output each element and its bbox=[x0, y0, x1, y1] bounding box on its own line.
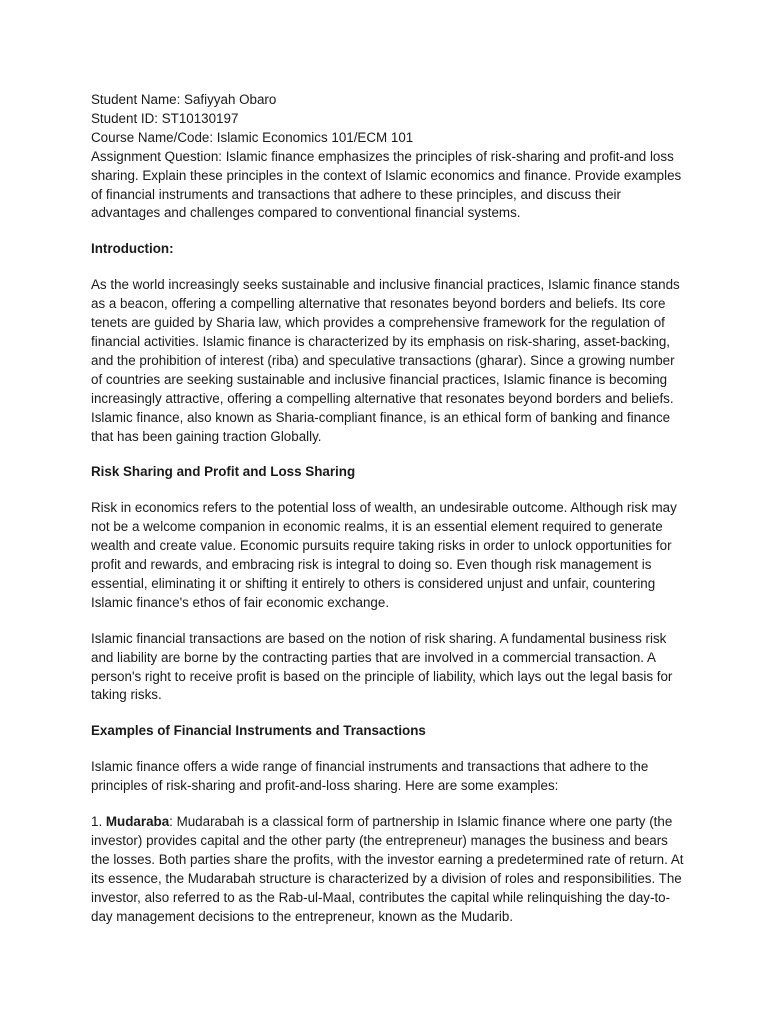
introduction-heading: Introduction: bbox=[91, 241, 174, 257]
mudaraba-description: : Mudarabah is a classical form of partnership in Islamic finance where one party (the investor) provides capital and the other party (the entrepreneur) manages the business and bears the losses. Both parties share the profits, with the investor earning a predetermined rate of return. At its essence, the Mudarabah structure is characterized by a division of roles and responsibilities. The investor, also referred to as the Rab-ul-Maal, contributes the capital while relinquishing the day-to-day management decisions to the entrepreneur, known as the Mudarib. bbox=[91, 814, 684, 924]
mudaraba-term: Mudaraba bbox=[105, 814, 170, 830]
course-name: Course Name/Code: Islamic Economics 101/ECM 101 bbox=[91, 129, 414, 145]
risk-sharing-heading: Risk Sharing and Profit and Loss Sharing bbox=[91, 464, 356, 480]
risk-sharing-paragraph-2: Islamic financial transactions are based on the notion of risk sharing. A fundamental business risk and liability are borne by the contracting parties that are involved in a commercial transaction. A person's right to receive profit is based on the principle of liability, which lays out the legal basis for taking risks. bbox=[91, 630, 673, 703]
introduction-paragraph: As the world increasingly seeks sustainable and inclusive financial practices, Islamic finance stands as a beacon, offering a compelling alternative that resonates beyond borders and beliefs. Its core tenets are guided by Sharia law, which provides a comprehensive framework for the regulation of financial activities. Islamic finance is characterized by its emphasis on risk-sharing, asset-backing, and the prohibition of interest (riba) and speculative transactions (gharar). Since a growing number of countries are seeking sustainable and inclusive financial practices, Islamic finance is becoming increasingly attractive, offering a compelling alternative that resonates beyond borders and beliefs. Islamic finance, also known as Sharia-compliant finance, is an ethical form of banking and finance that has been gaining traction Globally. bbox=[91, 277, 680, 444]
list-item-number: 1. bbox=[91, 814, 106, 830]
examples-intro-paragraph: Islamic finance offers a wide range of financial instruments and transactions that adhere to the principles of risk-sharing and profit-and-loss sharing. Here are some examples: bbox=[91, 759, 649, 794]
student-id: Student ID: ST10130197 bbox=[91, 110, 239, 126]
risk-sharing-paragraph-1: Risk in economics refers to the potential loss of wealth, an undesirable outcome. Although risk may not be a welcome companion in economic realms, it is an essential element required to generate wealth and create value. Economic pursuits require taking risks in order to unlock opportunities for profit and rewards, and embracing risk is integral to doing so. Even though risk management is essential, eliminating it or shifting it entirely to others is considered unjust and unfair, countering Islamic finance's ethos of fair economic exchange. bbox=[91, 500, 677, 610]
student-name: Student Name: Safiyyah Obaro bbox=[91, 92, 277, 107]
mudaraba-list-item bbox=[91, 813, 688, 926]
examples-heading: Examples of Financial Instruments and Transactions bbox=[91, 723, 426, 739]
assignment-question: Assignment Question: Islamic finance emphasizes the principles of risk-sharing and profit-and loss sharing. Explain these principles in the context of Islamic economics and finance. Provide examples of financial instruments and transactions that adhere to these principles, and discuss their advantages and challenges compared to conventional financial systems. bbox=[91, 148, 682, 221]
